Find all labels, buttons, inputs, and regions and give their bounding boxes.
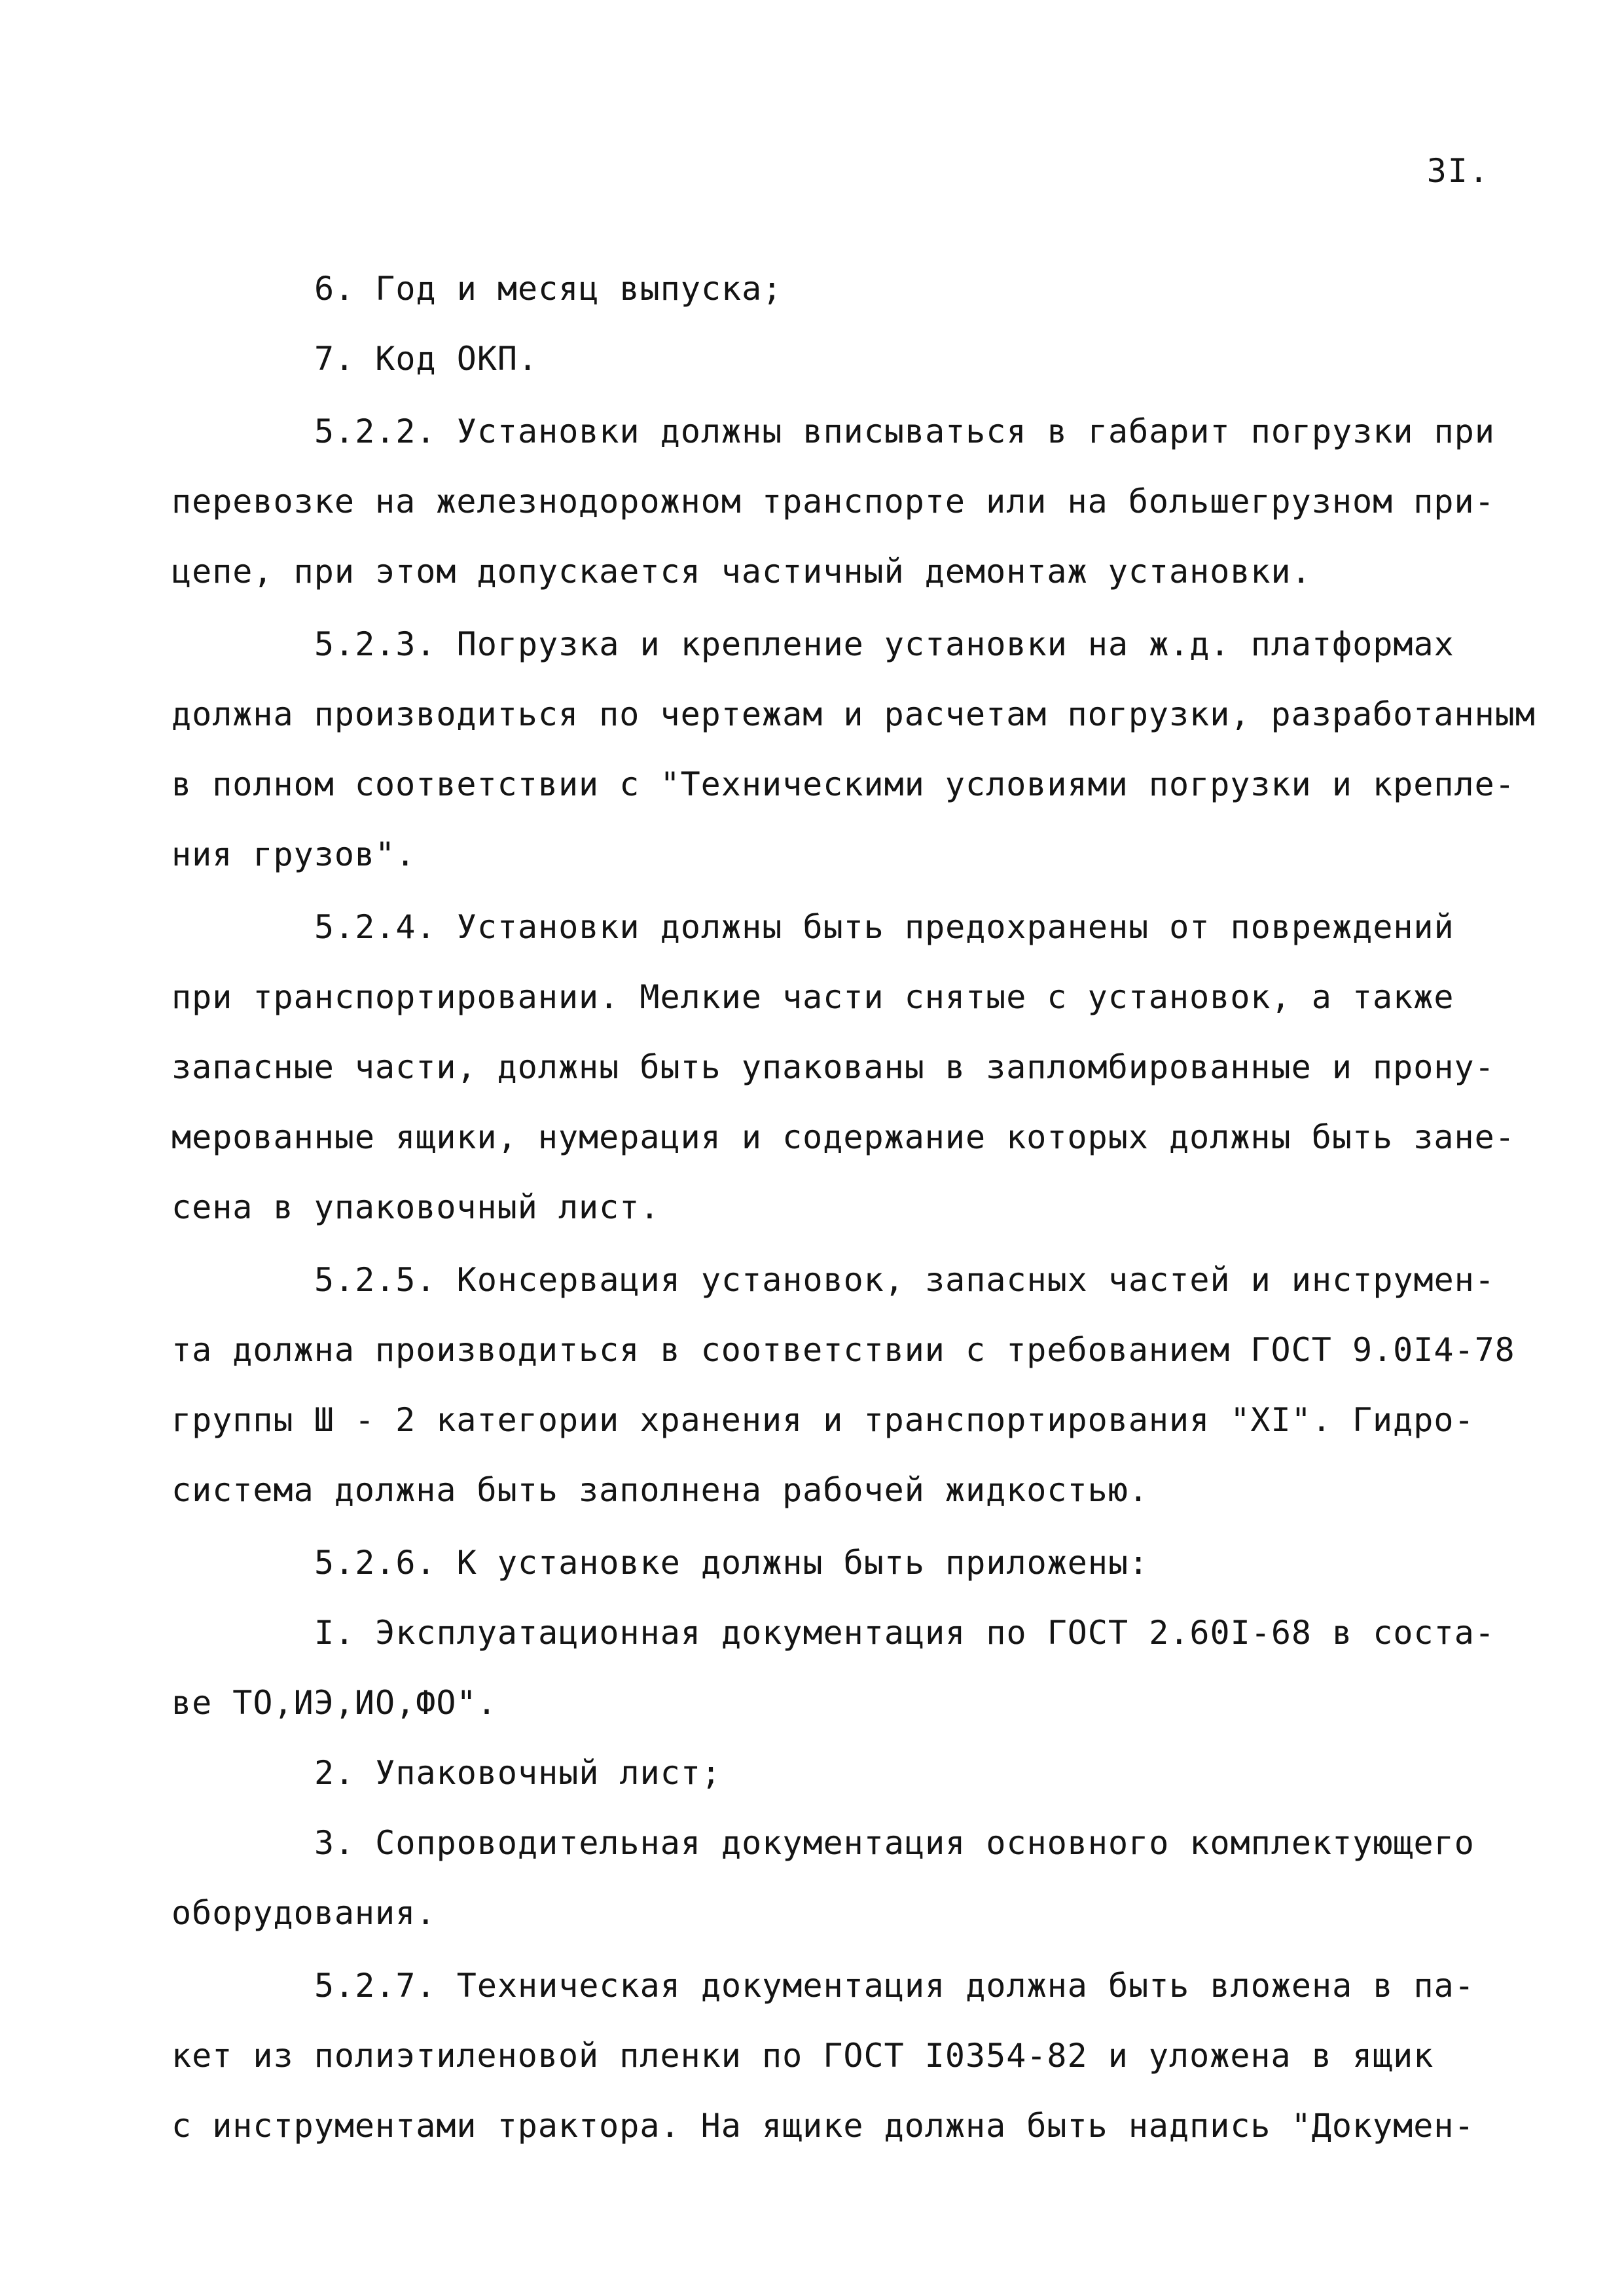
paragraph-line: 5.2.6. К установке должны быть приложены: <box>314 1544 1149 1582</box>
paragraph-line: ве ТО,ИЭ,ИО,ФО". <box>171 1684 497 1722</box>
paragraph-line: перевозке на железнодорожном транспорте или на большегрузном при- <box>171 483 1495 520</box>
paragraph-line: сена в упаковочный лист. <box>171 1188 660 1226</box>
paragraph-line: ния грузов". <box>171 835 416 873</box>
paragraph-line: в полном соответствии с "Техническими условиями погрузки и крепле- <box>171 765 1515 803</box>
paragraph-line: цепе, при этом допускается частичный демонтаж установки. <box>171 553 1312 591</box>
list-item: 7. Код ОКП. <box>314 340 539 378</box>
paragraph-line: при транспортировании. Мелкие части снятые с установок, а также <box>171 978 1454 1016</box>
paragraph-line: 5.2.5. Консервация установок, запасных частей и инструмен- <box>314 1261 1495 1299</box>
list-item: 2. Упаковочный лист; <box>314 1754 722 1792</box>
paragraph-line: 5.2.2. Установки должны вписываться в габарит погрузки при <box>314 412 1495 450</box>
paragraph-line: кет из полиэтиленовой пленки по ГОСТ I0354-82 и уложена в ящик <box>171 2037 1434 2075</box>
document-body <box>171 254 1536 2161</box>
list-item: 3. Сопроводительная документация основного комплектующего <box>314 1824 1475 1862</box>
list-item: I. Эксплуатационная документация по ГОСТ 2.60I-68 в соста- <box>314 1614 1495 1652</box>
paragraph-line: должна производиться по чертежам и расчетам погрузки, разработанным <box>171 695 1536 733</box>
paragraph-line: запасные части, должны быть упакованы в запломбированные и прону- <box>171 1048 1495 1086</box>
paragraph-line: 5.2.3. Погрузка и крепление установки на ж.д. платформах <box>314 625 1454 663</box>
paragraph-line: система должна быть заполнена рабочей жидкостью. <box>171 1471 1149 1509</box>
paragraph-line: мерованные ящики, нумерация и содержание которых должны быть зане- <box>171 1118 1515 1156</box>
page-number: 3I. <box>1426 152 1490 190</box>
paragraph-line: оборудования. <box>171 1894 437 1932</box>
paragraph-line: 5.2.4. Установки должны быть предохранены от повреждений <box>314 908 1454 946</box>
paragraph-line: группы Ш - 2 категории хранения и транспортирования "XI". Гидро- <box>171 1401 1475 1439</box>
list-item: 6. Год и месяц выпуска; <box>314 270 783 308</box>
paragraph-line: 5.2.7. Техническая документация должна быть вложена в па- <box>314 1967 1475 2005</box>
paragraph-line: с инструментами трактора. На ящике должна быть надпись "Докумен- <box>171 2107 1475 2145</box>
paragraph-line: та должна производиться в соответствии с требованием ГОСТ 9.0I4-78 <box>171 1331 1515 1369</box>
